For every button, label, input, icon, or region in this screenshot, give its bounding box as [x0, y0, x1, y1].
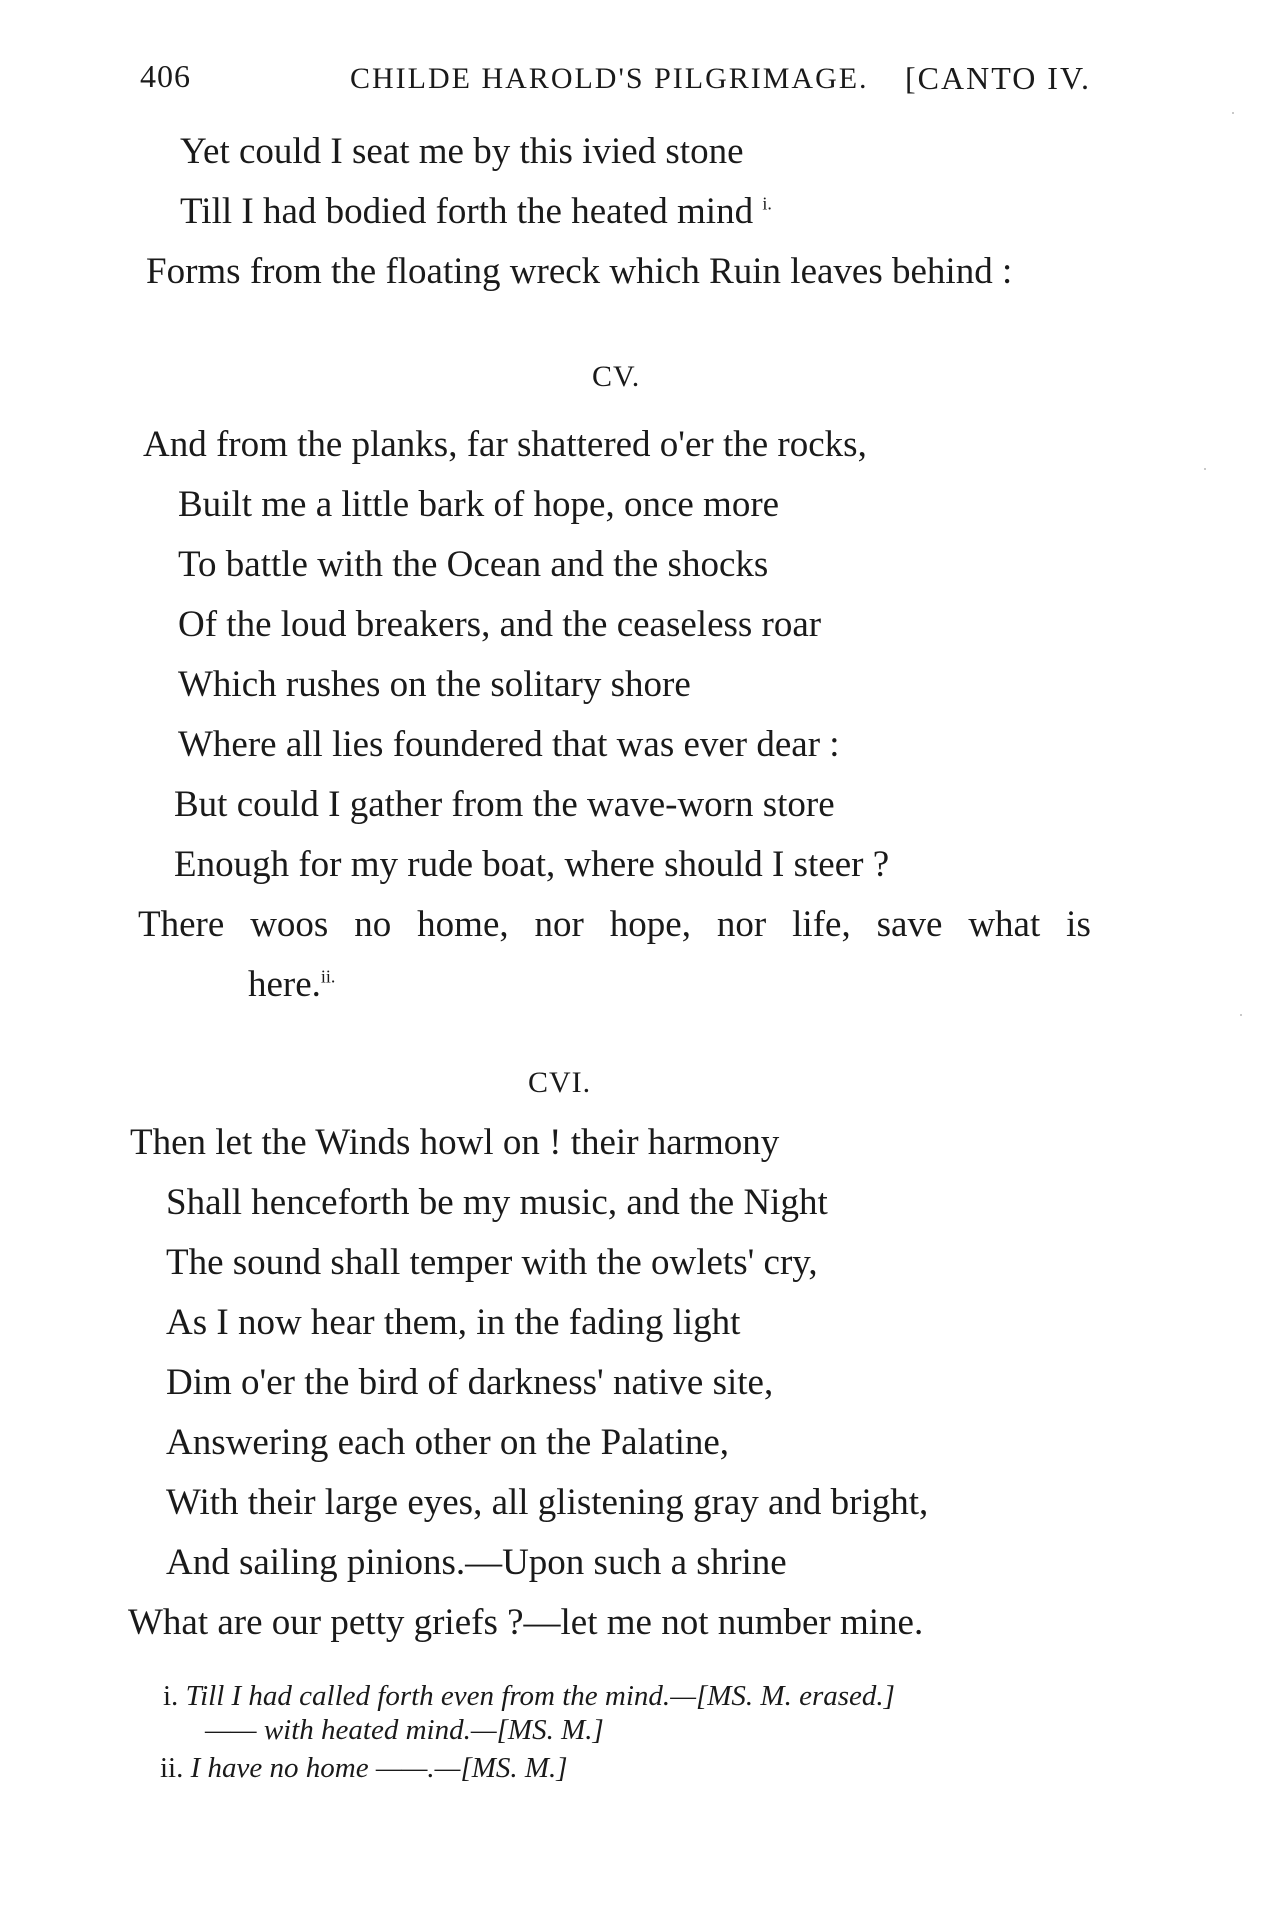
verse-line: And sailing pinions.—Upon such a shrine	[166, 1542, 787, 1583]
footnote-text: I have no home ——.	[190, 1752, 435, 1784]
footnote-i	[163, 1682, 895, 1711]
verse-line: To battle with the Ocean and the shocks	[178, 544, 769, 585]
verse-word: woos	[250, 904, 329, 945]
verse-word: no	[354, 904, 392, 945]
footnote-source: —[MS. M.]	[470, 1714, 604, 1746]
footnote-ii	[160, 1754, 568, 1783]
scan-speck	[1204, 468, 1206, 470]
footnote-marker: ii.	[320, 966, 336, 987]
verse-word: is	[1066, 904, 1091, 945]
footnote-marker: i.	[762, 193, 772, 214]
verse-line: But could I gather from the wave-worn store	[174, 784, 835, 825]
page-number: 406	[140, 58, 191, 94]
footnote-label: ii.	[160, 1752, 184, 1784]
verse-line: The sound shall temper with the owlets' cry,	[166, 1242, 818, 1283]
verse-line: Where all lies foundered that was ever dear :	[178, 724, 840, 765]
verse-line: As I now hear them, in the fading light	[166, 1302, 741, 1343]
verse-line: Which rushes on the solitary shore	[178, 664, 691, 705]
scan-speck	[1240, 1014, 1242, 1016]
verse-word: life,	[792, 904, 851, 945]
verse-word: what	[968, 904, 1041, 945]
verse-word: There	[138, 904, 225, 945]
verse-line: And from the planks, far shattered o'er the rocks,	[143, 424, 867, 465]
scan-speck	[1232, 112, 1234, 114]
footnote-label: i.	[163, 1680, 179, 1712]
verse-text: here.	[248, 964, 321, 1005]
verse-line: Then let the Winds howl on ! their harmony	[130, 1122, 780, 1163]
footnote-text: —— with heated mind.	[205, 1714, 471, 1746]
verse-line: Of the loud breakers, and the ceaseless roar	[178, 604, 822, 645]
running-header	[140, 58, 1100, 98]
verse-line	[146, 253, 1012, 290]
running-title: CHILDE HAROLD'S PILGRIMAGE.	[350, 62, 869, 95]
footnote-text: Till I had called forth even from the mind.	[185, 1680, 671, 1712]
stanza-number: CVI.	[528, 1066, 592, 1099]
verse-word: nor	[534, 904, 584, 945]
verse-word: save	[876, 904, 943, 945]
verse-line-continuation	[248, 966, 335, 1003]
verse-line	[180, 133, 744, 170]
verse-line: With their large eyes, all glistening gray and bright,	[166, 1482, 929, 1523]
verse-line	[180, 193, 772, 230]
footnote-source: —[MS. M.]	[434, 1752, 568, 1784]
verse-line-alexandrine	[138, 906, 1091, 943]
canto-label: [CANTO IV.	[905, 60, 1091, 96]
verse-line: Answering each other on the Palatine,	[166, 1422, 730, 1463]
verse-word: hope,	[609, 904, 691, 945]
verse-text: Forms from the floating wreck which Ruin leaves behind :	[146, 251, 1013, 292]
verse-line: Built me a little bark of hope, once more	[178, 484, 780, 525]
footnote-source: —[MS. M. erased.]	[670, 1680, 895, 1712]
verse-text: Yet could I seat me by this ivied stone	[180, 131, 744, 172]
verse-word: nor	[716, 904, 767, 945]
verse-line: What are our petty griefs ?—let me not number mine.	[128, 1602, 924, 1643]
verse-line: Dim o'er the bird of darkness' native site,	[166, 1362, 774, 1403]
verse-word: home,	[417, 904, 509, 945]
stanza-number: CV.	[592, 360, 641, 393]
verse-line: Enough for my rude boat, where should I steer ?	[174, 844, 890, 885]
footnote-i-variant	[205, 1716, 604, 1745]
verse-text: Till I had bodied forth the heated mind	[180, 191, 754, 232]
verse-line: Shall henceforth be my music, and the Night	[166, 1182, 828, 1223]
